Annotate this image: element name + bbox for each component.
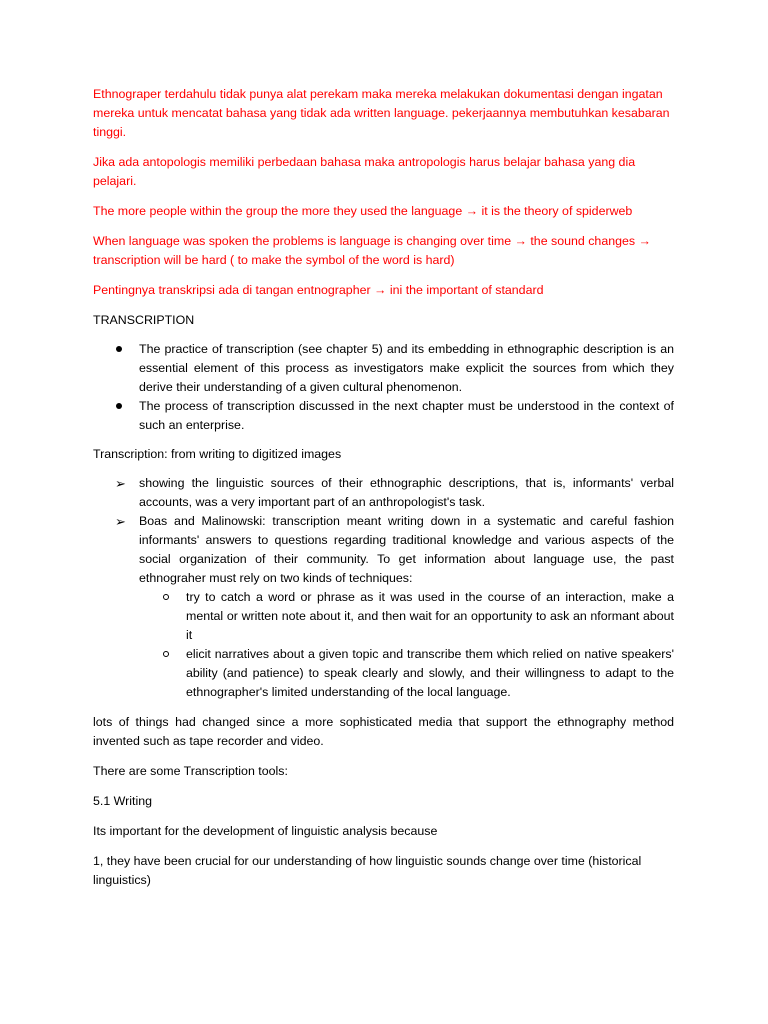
document-body (93, 85, 674, 901)
tool-writing-heading: 5.1 Writing (93, 794, 152, 808)
list-item-text: try to catch a word or phrase as it was used in the course of an interaction, make a mental or written note about it, and then wait for an opportunity to ask an nformant about it (186, 590, 674, 642)
list-item-text: The process of transcription discussed in the next chapter must be understood in the context of such an enterprise. (139, 399, 674, 432)
paragraph-media: lots of things had changed since a more sophisticated media that support the ethnography method invented such as tape recorder and video. (93, 715, 674, 748)
list-item (93, 588, 674, 645)
list-item (93, 645, 674, 702)
list-item-text: The practice of transcription (see chapter 5) and its embedding in ethnographic description is an essential element of this process as investigators make explicit the sources from which they derive their understanding of a given cultural phenomenon. (139, 342, 674, 394)
transcription-bullet-list (93, 340, 674, 435)
techniques-sub-list (139, 588, 674, 702)
circle-bullet-icon (163, 651, 169, 657)
arrowhead-bullet-icon: ➢ (115, 476, 126, 491)
list-item (93, 512, 674, 702)
reason-1: 1, they have been crucial for our understanding of how linguistic sounds change over time (historical linguistics) (93, 854, 642, 887)
section-heading-transcription: TRANSCRIPTION (93, 313, 195, 327)
list-item-text: showing the linguistic sources of their ethnographic descriptions, that is, informants' verbal accounts, was a very important part of an anthropologist's task. (139, 476, 674, 509)
circle-bullet-icon (163, 594, 169, 600)
writing-reason: Its important for the development of linguistic analysis because (93, 824, 438, 838)
arrow-bullet-list (93, 474, 674, 702)
subheading-writing-to-digitized: Transcription: from writing to digitized images (93, 447, 342, 461)
list-item-text: elicit narratives about a given topic and transcribe them which relied on native speakers' ability (and patience) to speak clearly and slowly, and their willingness to adapt to the ethnographer's limited understanding of the local language. (186, 647, 674, 699)
arrowhead-bullet-icon: ➢ (115, 514, 126, 529)
tools-heading: There are some Transcription tools: (93, 764, 288, 778)
list-item (93, 340, 674, 397)
red-paragraph-5: Pentingnya transkripsi ada di tangan entnographer → ini the important of standard (93, 283, 544, 297)
list-item-text: Boas and Malinowski: transcription meant writing down in a systematic and careful fashion informants' answers to questions regarding traditional knowledge and various aspects of the social organization of their community. To get information about language use, the past ethnograher must rely on two kinds of techniques: (139, 514, 674, 585)
list-item (93, 397, 674, 435)
red-paragraph-2: Jika ada antopologis memiliki perbedaan bahasa maka antropologis harus belajar bahasa yang dia pelajari. (93, 155, 636, 188)
red-paragraph-4: When language was spoken the problems is language is changing over time → the sound changes → transcription will be hard ( to make the symbol of the word is hard) (93, 234, 651, 267)
list-item (93, 474, 674, 512)
red-paragraph-1: Ethnograper terdahulu tidak punya alat perekam maka mereka melakukan dokumentasi dengan ingatan mereka untuk mencatat bahasa yang tidak ada written language. pekerjaannya membutuhkan kesabaran tinggi. (93, 87, 670, 139)
red-paragraph-3: The more people within the group the more they used the language → it is the theory of spiderweb (93, 204, 633, 218)
